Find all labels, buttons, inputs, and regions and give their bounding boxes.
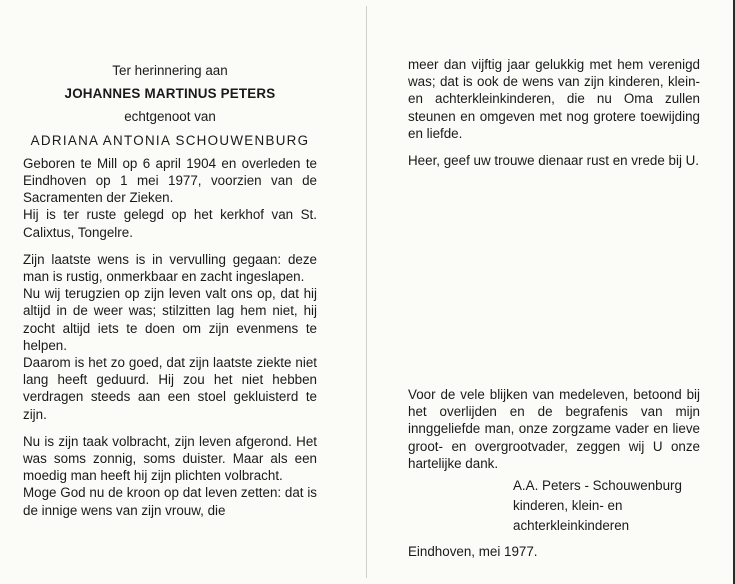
signature-line-1: A.A. Peters - Schouwenburg: [513, 478, 682, 494]
place-date: Eindhoven, mei 1977.: [408, 543, 538, 559]
illness-paragraph: Daarom is het zo goed, dat zijn laatste ziekte niet lang heeft geduurd. Hij zou het niet hebben verdragen steeds aan een stoel gekluisterd te zijn.: [23, 355, 317, 422]
prayer-paragraph: Moge God nu de kroon op dat leven zetten: dat is de innige wens van zijn vrouw, die: [23, 485, 317, 518]
prayer-line: Heer, geef uw trouwe dienaar rust en vrede bij U.: [408, 153, 700, 169]
relation-line: echtgenoot van: [124, 109, 216, 125]
birth-death-paragraph: Geboren te Mill op 6 april 1904 en overleden te Eindhoven op 1 mei 1977, voorzien van de Sacramenten der Zieken.: [23, 155, 317, 206]
task-paragraph: Nu is zijn taak volbracht, zijn leven afgerond. Het was soms zonnig, soms duister. Maar als een moedig man heeft hij zijn plichten volbracht.: [23, 433, 317, 484]
left-page: [23, 62, 317, 519]
signature-line-3: achterkleinkinderen: [513, 518, 630, 534]
continuation-paragraph: meer dan vijftig jaar gelukkig met hem verenigd was; dat is ook de wens van zijn kinderen, klein- en achterkleinkinderen, die nu Oma zullen steunen en omgeven met nog grotere toewijding en liefde.: [408, 57, 700, 141]
last-wish-paragraph: Zijn laatste wens is in vervulling gegaan: deze man is rustig, onmerkbaar en zacht ingeslapen.: [23, 251, 317, 285]
spouse-name: ADRIANA ANTONIA SCHOUWENBURG: [30, 132, 310, 148]
signature-line-2: kinderen, klein- en: [513, 498, 623, 514]
intro-line: Ter herinnering aan: [112, 63, 228, 78]
deceased-name: JOHANNES MARTINUS PETERS: [64, 86, 276, 102]
right-page: [408, 56, 700, 169]
life-paragraph: Nu wij terugzien op zijn leven valt ons op, dat hij altijd in de weer was; stilzitten lag hem niet, hij zocht altijd iets te doen om zijn evenmens te helpen.: [23, 286, 317, 353]
burial-paragraph: Hij is ter ruste gelegd op het kerkhof van St. Calixtus, Tongelre.: [23, 207, 317, 240]
card-fold-line: [366, 6, 367, 578]
thanks-section: [408, 386, 700, 560]
thanks-paragraph: Voor de vele blijken van medeleven, betoond bij het overlijden en de begrafenis van mijn innggeliefde man, onze zorgzame vader en lieve groot- en overgrootvader, zeggen wij U onze hartelijke dank.: [408, 387, 700, 471]
